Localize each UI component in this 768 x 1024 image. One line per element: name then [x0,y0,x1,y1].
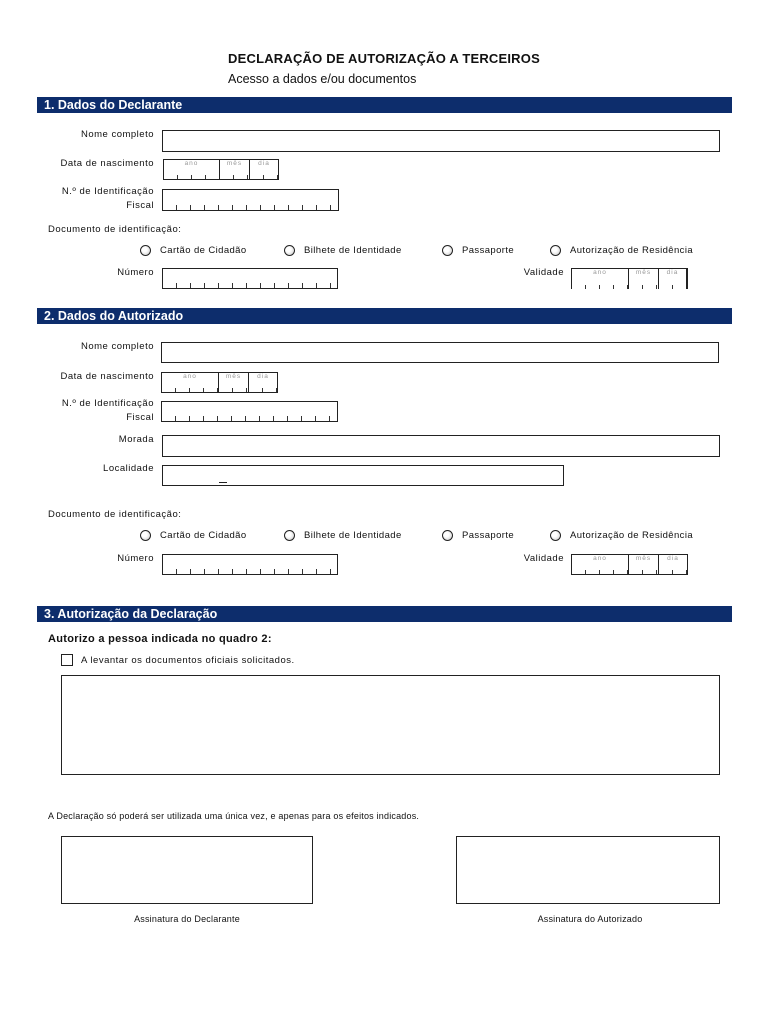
declarante-signature-caption: Assinatura do Declarante [134,914,240,924]
mes-hint: mês [635,269,652,276]
autorizado-nif-label: N.º de Identificação Fiscal [61,398,154,423]
autorizado-nome-input[interactable] [161,342,719,363]
autorizado-morada-label: Morada [118,434,154,445]
declarante-option-bi: Bilhete de Identidade [304,245,402,256]
declarante-radio-cc[interactable] [140,245,151,256]
page-subtitle: Acesso a dados e/ou documentos [228,72,417,86]
documentos-textarea[interactable] [61,675,720,775]
mes-hint: mês [225,373,242,380]
declarante-radio-residencia[interactable] [550,245,561,256]
autorizado-radio-residencia[interactable] [550,530,561,541]
declarante-validade-input[interactable] [571,268,688,289]
declarante-validade-label: Validade [523,267,564,278]
declarante-radio-bi[interactable] [284,245,295,256]
declarante-nome-label: Nome completo [80,129,154,140]
declarante-numero-input[interactable] [162,268,338,289]
autorizado-doc-label: Documento de identificação: [48,509,182,520]
levantar-checkbox-label: A levantar os documentos oficiais solicitados. [81,655,295,666]
autorizado-numero-label: Número [117,553,154,564]
autorizo-heading: Autorizo a pessoa indicada no quadro 2: [48,633,272,645]
section-3-heading: 3. Autorização da Declaração [37,606,732,622]
autorizado-option-passaporte: Passaporte [462,530,515,541]
autorizado-validade-label: Validade [523,553,564,564]
autorizado-localidade-input[interactable] [162,465,564,486]
autorizado-numero-input[interactable] [162,554,338,575]
autorizado-signature-box[interactable] [456,836,720,904]
declarante-option-cc: Cartão de Cidadão [160,245,247,256]
ano-hint: ano [183,373,197,380]
declarante-option-passaporte: Passaporte [462,245,515,256]
declarante-nif-label: N.º de Identificação Fiscal [61,186,154,211]
dia-hint: dia [667,555,679,562]
declarante-radio-passaporte[interactable] [442,245,453,256]
autorizado-morada-input[interactable] [162,435,720,457]
declarante-nascimento-label: Data de nascimento [60,158,154,169]
autorizado-option-cc: Cartão de Cidadão [160,530,247,541]
declarante-doc-label: Documento de identificação: [48,224,182,235]
autorizado-nascimento-label: Data de nascimento [60,371,154,382]
declarante-option-residencia: Autorização de Residência [570,245,694,256]
autorizado-nome-label: Nome completo [80,341,154,352]
autorizado-validade-input[interactable] [571,554,688,575]
dia-hint: dia [258,160,270,167]
autorizado-option-residencia: Autorização de Residência [570,530,694,541]
autorizado-option-bi: Bilhete de Identidade [304,530,402,541]
declarante-signature-box[interactable] [61,836,313,904]
ano-hint: ano [593,555,607,562]
mes-hint: mês [226,160,243,167]
section-2-heading: 2. Dados do Autorizado [37,308,732,324]
dia-hint: dia [257,373,269,380]
declarante-nome-input[interactable] [162,130,720,152]
dia-hint: dia [666,269,679,276]
declarante-nascimento-input[interactable] [163,159,279,180]
page-title: DECLARAÇÃO DE AUTORIZAÇÃO A TERCEIROS [228,51,540,66]
ano-hint: ano [184,160,199,167]
declarante-numero-label: Número [117,267,154,278]
autorizado-nascimento-input[interactable] [161,372,278,393]
ano-hint: ano [593,269,607,276]
declaracao-notice: A Declaração só poderá ser utilizada uma única vez, e apenas para os efeitos indicados. [48,811,420,821]
autorizado-signature-caption: Assinatura do Autorizado [537,914,643,924]
section-1-heading: 1. Dados do Declarante [37,97,732,113]
declarante-nif-input[interactable] [162,189,339,211]
autorizado-nif-input[interactable] [161,401,338,422]
autorizado-radio-bi[interactable] [284,530,295,541]
levantar-checkbox[interactable] [61,654,73,666]
autorizado-radio-passaporte[interactable] [442,530,453,541]
autorizado-localidade-label: Localidade [103,463,154,474]
mes-hint: mês [635,555,652,562]
autorizado-radio-cc[interactable] [140,530,151,541]
